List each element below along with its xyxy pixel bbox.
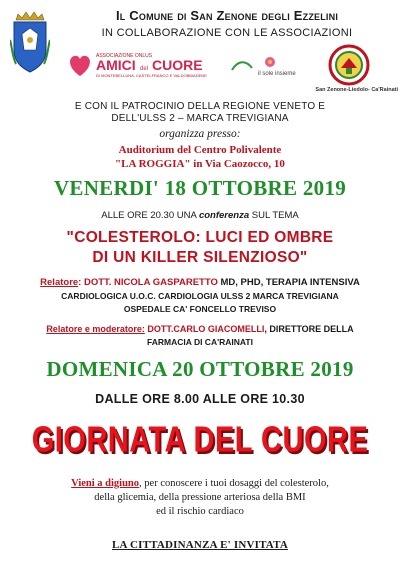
conference-title-line-2: DI UN KILLER SILENZIOSO": [92, 249, 308, 266]
il-sole-insieme-logo: [228, 54, 304, 78]
header-title: Il Comune di San Zenone degli Ezzelini: [115, 8, 339, 23]
event2-time: DALLE ORE 8.00 ALLE ORE 10.30: [95, 392, 305, 406]
conference-word: conferenza: [198, 210, 250, 221]
header-subtitle: IN COLLABORAZIONE CON LE ASSOCIAZIONI: [101, 27, 353, 39]
moderator-label: Relatore e moderatore:: [46, 324, 145, 334]
venue-name: Auditorium del Centro Polivalente: [118, 144, 282, 156]
amici-logo-sub: DI MONTEBELLUNA, CASTELFRANCO E VALDOBBIADENE: [96, 73, 207, 78]
giornata-del-cuore-title: GIORNATA DEL CUORE: [31, 420, 369, 460]
event2-date: DOMENICA 20 OTTOBRE 2019: [46, 357, 354, 381]
logo-caption: San Zenone-Liedolo- Ca'Rainati: [315, 87, 398, 93]
amici-logo-del: del: [140, 66, 149, 72]
moderator-line-2: FARMACIA DI CA'RAINATI: [147, 337, 253, 347]
amici-logo-name: AMICI: [96, 57, 136, 73]
comune-crest-logo: [10, 10, 50, 74]
speaker-line-1: Relatore: DOTT. NICOLA GASPARETTO MD, PHD, TERAPIA INTENSIVA: [40, 277, 360, 288]
speaker-name: : DOTT. NICOLA GASPARETTO: [78, 277, 218, 288]
amici-logo-top: ASSOCIAZIONE ONLUS: [96, 53, 153, 59]
heart-icon: [70, 56, 90, 76]
speaker-line-3: OSPEDALE CA' FONCELLO TREVISO: [123, 304, 277, 314]
event1-time: ALLE ORE 20.30 UNA conferenza SUL TEMA: [101, 210, 299, 221]
moderator-line-1: Relatore e moderatore: DOTT.CARLO GIACOMELLI, DIRETTORE DELLA: [46, 324, 354, 334]
organizza-label: organizza presso:: [159, 128, 241, 140]
sole-logo-text: il sole insieme: [258, 71, 296, 77]
ca-rainati-association-logo: [328, 44, 370, 86]
amici-logo-cuore: CUORE: [152, 57, 203, 73]
event2-info-line-3: ed il rischio cardiaco: [156, 506, 244, 517]
event1-date: VENERDI' 18 OTTOBRE 2019: [53, 176, 347, 200]
patrocinio-line-2: DELL'ULSS 2 – MARCA TREVIGIANA: [111, 113, 289, 124]
moderator-name: DOTT.CARLO GIACOMELLI: [144, 324, 265, 334]
fasting-note: Vieni a digiuno: [71, 478, 140, 489]
conference-title-line-1: "COLESTEROLO: LUCI ED OMBRE: [66, 229, 334, 246]
speaker-label: Relatore: [40, 277, 79, 288]
invitation-footer: LA CITTADINANZA E' INVITATA: [111, 539, 289, 551]
venue-address: "LA ROGGIA" in Via Caozocco, 10: [115, 158, 285, 170]
patrocinio-line-1: E CON IL PATROCINIO DELLA REGIONE VENETO E: [74, 101, 326, 112]
amici-del-cuore-logo: [66, 50, 224, 80]
event2-info-line-2: della glicemia, della pressione arteriosa della BMI: [94, 492, 306, 503]
event2-info-line-1: Vieni a digiuno, per conoscere i tuoi dosaggi del colesterolo,: [71, 478, 329, 489]
crest-icon: [10, 10, 50, 74]
speaker-line-2: CARDIOLOGICA U.O.C. CARDIOLOGIA ULSS 2 MARCA TREVIGIANA: [61, 291, 339, 301]
